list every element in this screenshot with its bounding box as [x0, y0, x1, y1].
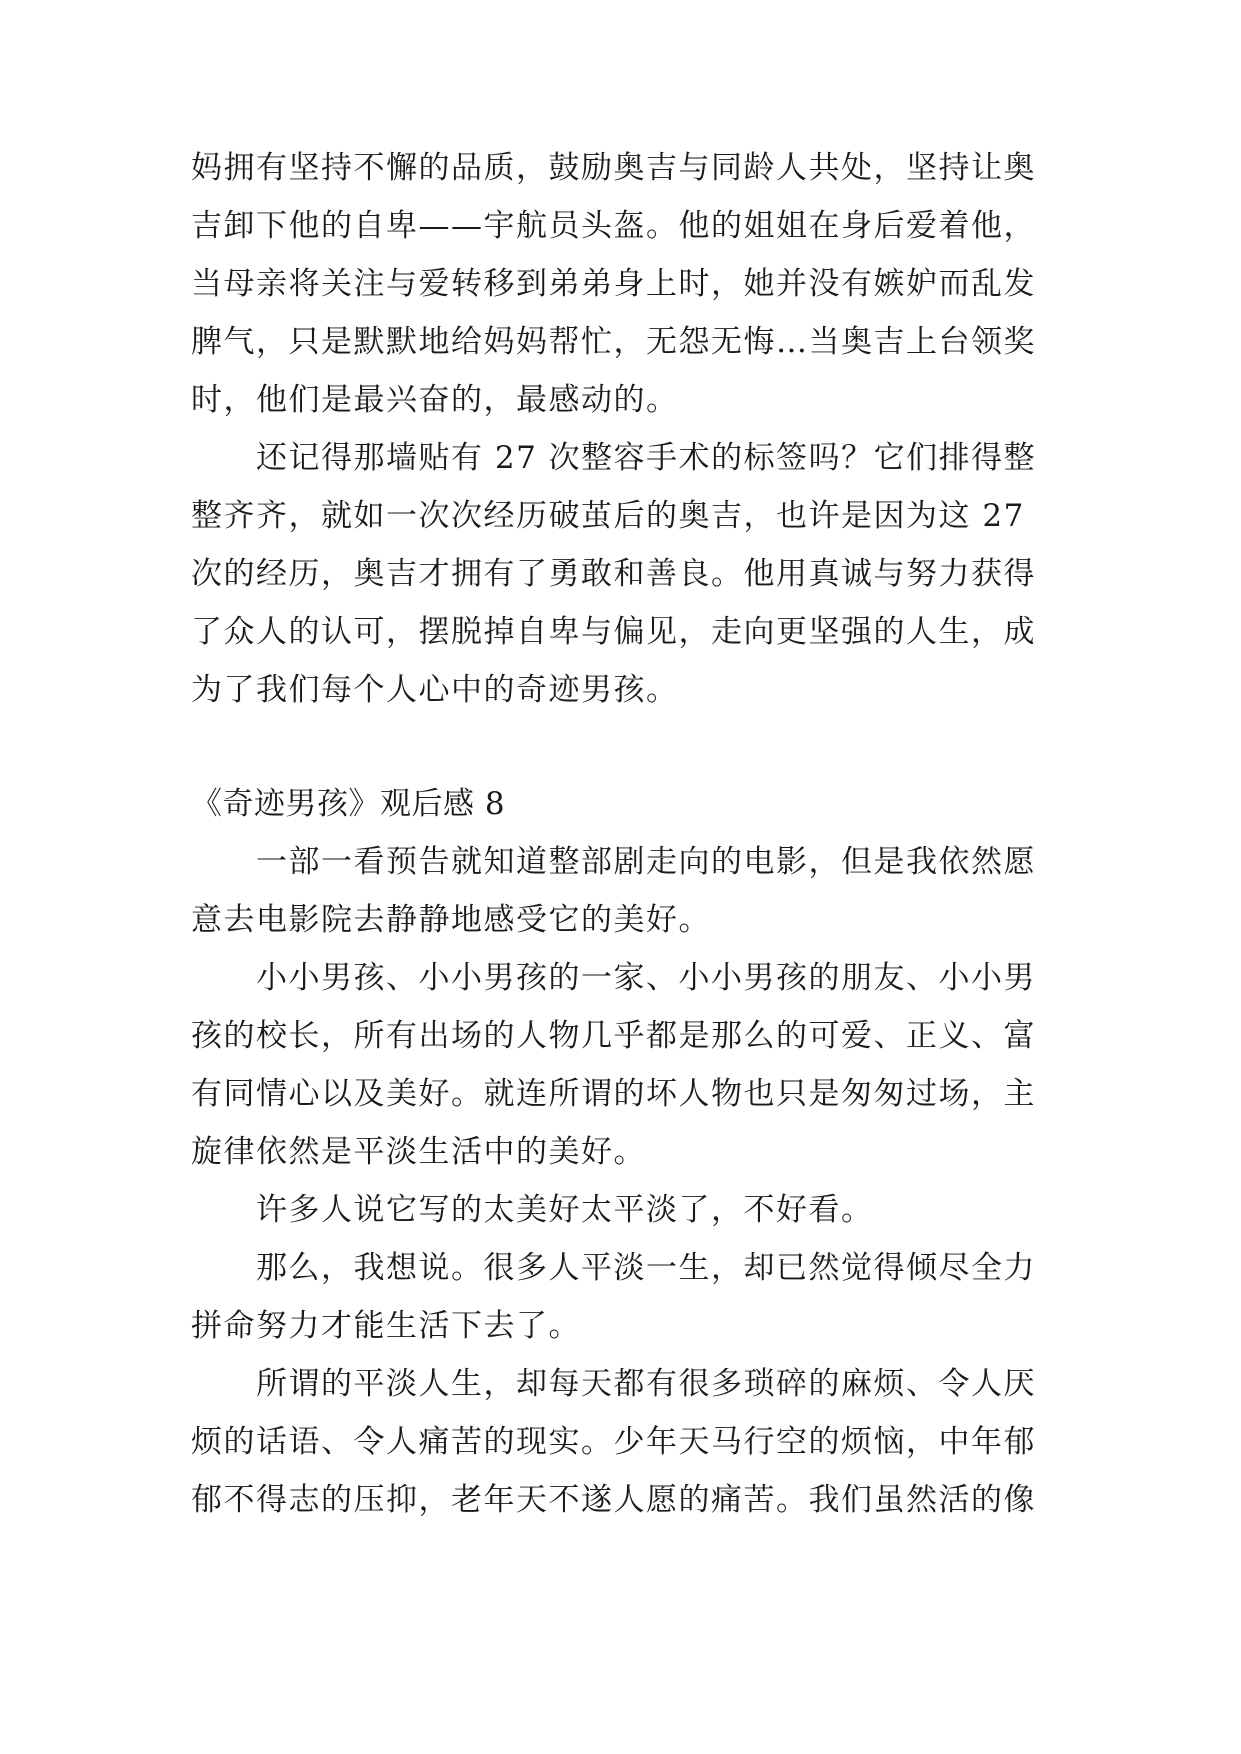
paragraph-4-line-2: 孩的校长，所有出场的人物几乎都是那么的可爱、正义、富: [191, 1018, 1036, 1054]
paragraph-3-line-1: 一部一看预告就知道整部剧走向的电影，但是我依然愿: [256, 844, 1036, 880]
paragraph-4-line-3: 有同情心以及美好。就连所谓的坏人物也只是匆匆过场，主: [191, 1076, 1036, 1112]
paragraph-2-line-1: 还记得那墙贴有 27 次整容手术的标签吗？它们排得整: [256, 440, 1037, 476]
paragraph-1-line-1: 妈拥有坚持不懈的品质，鼓励奥吉与同龄人共处，坚持让奥: [191, 150, 1036, 186]
paragraph-1-line-5: 时，他们是最兴奋的，最感动的。: [191, 382, 679, 418]
paragraph-4-line-4: 旋律依然是平淡生活中的美好。: [191, 1134, 646, 1170]
paragraph-7-line-1: 所谓的平淡人生，却每天都有很多琐碎的麻烦、令人厌: [256, 1366, 1036, 1402]
paragraph-7-line-2: 烦的话语、令人痛苦的现实。少年天马行空的烦恼，中年郁: [191, 1424, 1036, 1460]
paragraph-2-line-2: 整齐齐，就如一次次经历破茧后的奥吉，也许是因为这 27: [191, 498, 1025, 534]
paragraph-6-line-2: 拼命努力才能生活下去了。: [191, 1308, 581, 1344]
paragraph-6-line-1: 那么，我想说。很多人平淡一生，却已然觉得倾尽全力: [256, 1250, 1036, 1286]
paragraph-4-line-1: 小小男孩、小小男孩的一家、小小男孩的朋友、小小男: [256, 960, 1036, 996]
paragraph-1-line-2: 吉卸下他的自卑——宇航员头盔。他的姐姐在身后爱着他，: [191, 208, 1036, 244]
section-heading: 《奇迹男孩》观后感 8: [191, 786, 506, 822]
paragraph-1-line-4: 脾气，只是默默地给妈妈帮忙，无怨无悔…当奥吉上台领奖: [191, 324, 1036, 360]
paragraph-7-line-3: 郁不得志的压抑，老年天不遂人愿的痛苦。我们虽然活的像: [191, 1482, 1036, 1518]
paragraph-2-line-3: 次的经历，奥吉才拥有了勇敢和善良。他用真诚与努力获得: [191, 556, 1036, 592]
paragraph-2-line-4: 了众人的认可，摆脱掉自卑与偏见，走向更坚强的人生，成: [191, 614, 1036, 650]
paragraph-5-line-1: 许多人说它写的太美好太平淡了，不好看。: [256, 1192, 874, 1228]
paragraph-3-line-2: 意去电影院去静静地感受它的美好。: [191, 902, 711, 938]
paragraph-2-line-5: 为了我们每个人心中的奇迹男孩。: [191, 672, 679, 708]
paragraph-1-line-3: 当母亲将关注与爱转移到弟弟身上时，她并没有嫉妒而乱发: [191, 266, 1036, 302]
